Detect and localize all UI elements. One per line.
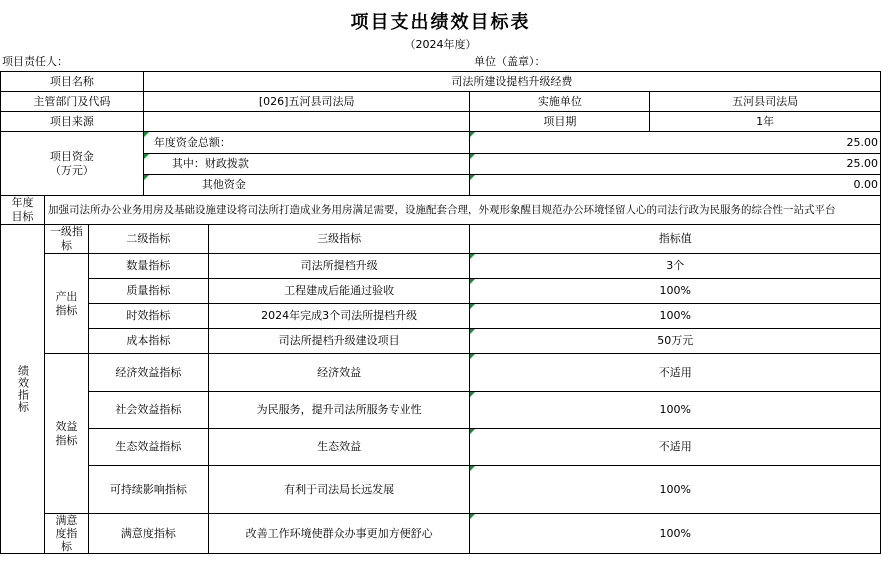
indicator-row — [1, 392, 881, 429]
unit-label: 单位（盖章）： — [474, 55, 546, 68]
indicator-header-row — [1, 225, 881, 254]
project-name-row — [1, 72, 881, 92]
header-l2: 二级指标 — [88, 225, 208, 254]
performance-table — [0, 71, 881, 554]
indicator-value[interactable]: 3个 — [470, 254, 881, 279]
page-title: 项目支出绩效目标表 — [350, 12, 531, 33]
indicator-row — [1, 279, 881, 304]
indicator-row — [1, 304, 881, 329]
indicator-l3[interactable]: 司法所提档升级 — [208, 254, 470, 279]
period-label: 项目期 — [470, 112, 650, 132]
funds-fiscal-label: 其中：财政拨款 — [143, 154, 470, 175]
indicator-l2: 时效指标 — [88, 304, 208, 329]
indicator-l3[interactable]: 司法所提档升级建设项目 — [208, 329, 470, 354]
indicator-l2: 社会效益指标 — [88, 392, 208, 429]
indicator-value[interactable]: 不适用 — [470, 354, 881, 392]
indicator-value[interactable]: 100% — [470, 392, 881, 429]
indicator-value[interactable]: 100% — [470, 466, 881, 514]
indicator-l3[interactable]: 改善工作环境使群众办事更加方便舒心 — [208, 514, 470, 554]
indicator-l2: 质量指标 — [88, 279, 208, 304]
performance-label: 绩效指标 — [16, 365, 30, 413]
indicator-l2: 生态效益指标 — [88, 429, 208, 466]
indicator-row — [1, 429, 881, 466]
dept-label: 主管部门及代码 — [1, 92, 144, 112]
indicator-l2: 数量指标 — [88, 254, 208, 279]
group-satisfaction-label: 满意度指标 — [44, 514, 88, 554]
goal-text[interactable]: 加强司法所办公业务用房及基础设施建设将司法所打造成业务用房满足需要，设施配套合理，外观形象醒目规范办公环境怪留人心的司法行政为民服务的综合性一站式平台 — [44, 196, 880, 225]
indicator-row — [1, 329, 881, 354]
funds-other-label: 其他资金 — [143, 175, 470, 196]
funds-fiscal-value[interactable]: 25.00 — [470, 154, 881, 175]
indicator-l3[interactable]: 为民服务，提升司法所服务专业性 — [208, 392, 470, 429]
responsible-label: 项目责任人： — [2, 55, 68, 68]
goal-label-line2: 目标 — [11, 210, 34, 223]
impl-label: 实施单位 — [470, 92, 650, 112]
group-benefit-label: 效益指标 — [44, 354, 88, 514]
goal-row — [1, 196, 881, 225]
header-value: 指标值 — [470, 225, 881, 254]
goal-label — [1, 196, 45, 225]
funds-label — [1, 132, 144, 196]
indicator-row — [1, 466, 881, 514]
impl-value[interactable]: 五河县司法局 — [650, 92, 881, 112]
source-label: 项目来源 — [1, 112, 144, 132]
indicator-l3[interactable]: 生态效益 — [208, 429, 470, 466]
indicator-value[interactable]: 50万元 — [470, 329, 881, 354]
source-value[interactable] — [143, 112, 470, 132]
indicator-row — [1, 354, 881, 392]
header-l3: 三级指标 — [208, 225, 470, 254]
dept-value[interactable]: [026]五河县司法局 — [143, 92, 470, 112]
indicator-l2: 经济效益指标 — [88, 354, 208, 392]
funds-other-value[interactable]: 0.00 — [470, 175, 881, 196]
indicator-l3[interactable]: 有利于司法局长远发展 — [208, 466, 470, 514]
funds-total-row — [1, 132, 881, 154]
dept-row — [1, 92, 881, 112]
funds-total-label: 年度资金总额： — [143, 132, 470, 154]
indicator-l2: 成本指标 — [88, 329, 208, 354]
performance-label-cell — [1, 225, 45, 554]
indicator-value[interactable]: 100% — [470, 279, 881, 304]
indicator-l2: 满意度指标 — [88, 514, 208, 554]
header-l1: 一级指标 — [44, 225, 88, 254]
project-name-value[interactable]: 司法所建设提档升级经费 — [143, 72, 880, 92]
group-output-label: 产出指标 — [44, 254, 88, 354]
funds-label-line1: 项目资金 — [49, 149, 94, 163]
indicator-value[interactable]: 不适用 — [470, 429, 881, 466]
indicator-row — [1, 254, 881, 279]
indicator-l3[interactable]: 工程建成后能通过验收 — [208, 279, 470, 304]
indicator-row — [1, 514, 881, 554]
indicator-value[interactable]: 100% — [470, 304, 881, 329]
goal-label-line1: 年度 — [11, 196, 34, 209]
funds-total-value[interactable]: 25.00 — [470, 132, 881, 154]
indicator-l3[interactable]: 2024年完成3个司法所提档升级 — [208, 304, 470, 329]
indicator-l3[interactable]: 经济效益 — [208, 354, 470, 392]
funds-label-line2: （万元） — [49, 163, 94, 177]
project-name-label: 项目名称 — [1, 72, 144, 92]
indicator-l2: 可持续影响指标 — [88, 466, 208, 514]
year-label: （2024年度） — [404, 38, 477, 51]
source-row — [1, 112, 881, 132]
indicator-value[interactable]: 100% — [470, 514, 881, 554]
period-value[interactable]: 1年 — [650, 112, 881, 132]
